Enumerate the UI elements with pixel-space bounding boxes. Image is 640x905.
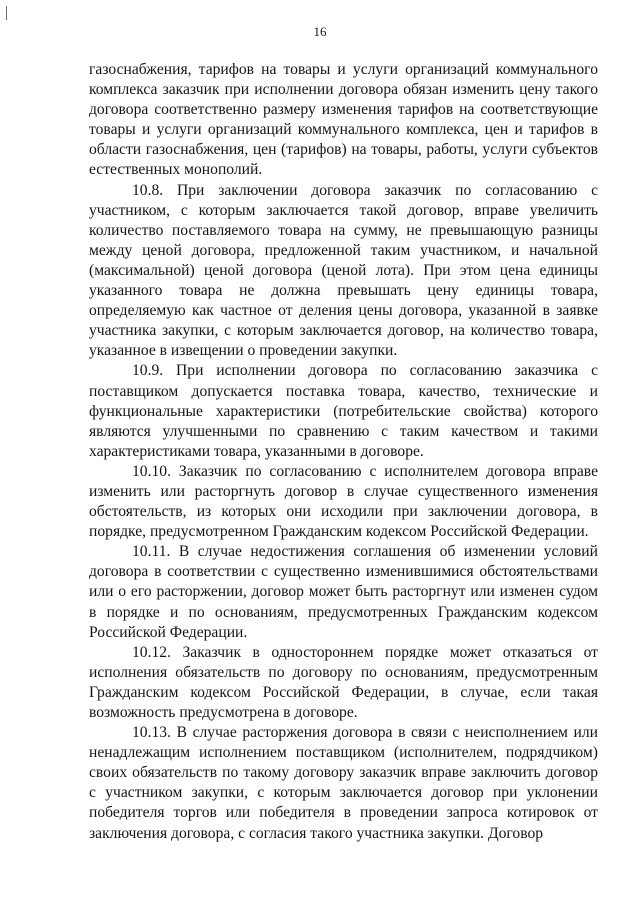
page-number: 16: [313, 24, 327, 39]
paragraph-continuation: газоснабжения, тарифов на товары и услуги организаций коммунального комплекса заказчик при исполнении договора обязан изменить цену такого договора соответственно размеру изменения тарифов на соответствующие товары и услуги организаций коммунального комплекса, цен и тарифов в области газоснабжения, цен (тарифов) на товары, работы, услуги субъектов естественных монополий.: [89, 61, 598, 179]
document-body: [89, 60, 598, 844]
paragraph-10-10: 10.10. Заказчик по согласованию с исполнителем договора вправе изменить или расторгнуть договор в случае существенного изменения обстоятельств, из которых они исходили при заключении договора, в порядке, предусмотренном Гражданским кодексом Российской Федерации.: [89, 462, 598, 541]
paragraph-10-13: 10.13. В случае расторжения договора в связи с неисполнением или ненадлежащим исполнением поставщиком (исполнителем, подрядчиком) своих обязательств по такому договору заказчик вправе заключить договор с участником закупки, с которым заключается договор при уклонении победителя торгов или победителя в проведении запроса котировок от заключения договора, с согласия такого участника закупки. Договор: [89, 724, 598, 842]
scan-edge-mark: [6, 6, 7, 20]
paragraph-10-9: 10.9. При исполнении договора по согласованию заказчика с поставщиком допускается поставка товара, качество, технические и функциональные характеристики (потребительские свойства) которого являются улучшенными по сравнению с таким качеством и такими характеристиками товара, указанными в договоре.: [89, 362, 598, 460]
paragraph-10-12: 10.12. Заказчик в одностороннем порядке может отказаться от исполнения обязательств по договору по основаниям, предусмотренным Гражданским кодексом Российской Федерации, в случае, если такая возможность предусмотрена в договоре.: [89, 643, 598, 721]
paragraph-10-8: 10.8. При заключении договора заказчик по согласованию с участником, с которым заключается такой договор, вправе увеличить количество поставляемого товара на сумму, не превышающую разницы между ценой договора, предложенной таким участником, и начальной (максимальной) ценой договора (ценой лота). При этом цена единицы указанного товара не должна превышать цену единицы товара, определяемую как частное от деления цены договора, указанной в заявке участника закупки, с которым заключается договор, на количество товара, указанное в извещении о проведении закупки.: [89, 181, 598, 360]
paragraph-10-11: 10.11. В случае недостижения соглашения об изменении условий договора в соответствии с существенно изменившимися обстоятельствами или о его расторжении, договор может быть расторгнут или изменен судом в порядке и по основаниям, предусмотренных Гражданским кодексом Российской Федерации.: [89, 543, 598, 641]
